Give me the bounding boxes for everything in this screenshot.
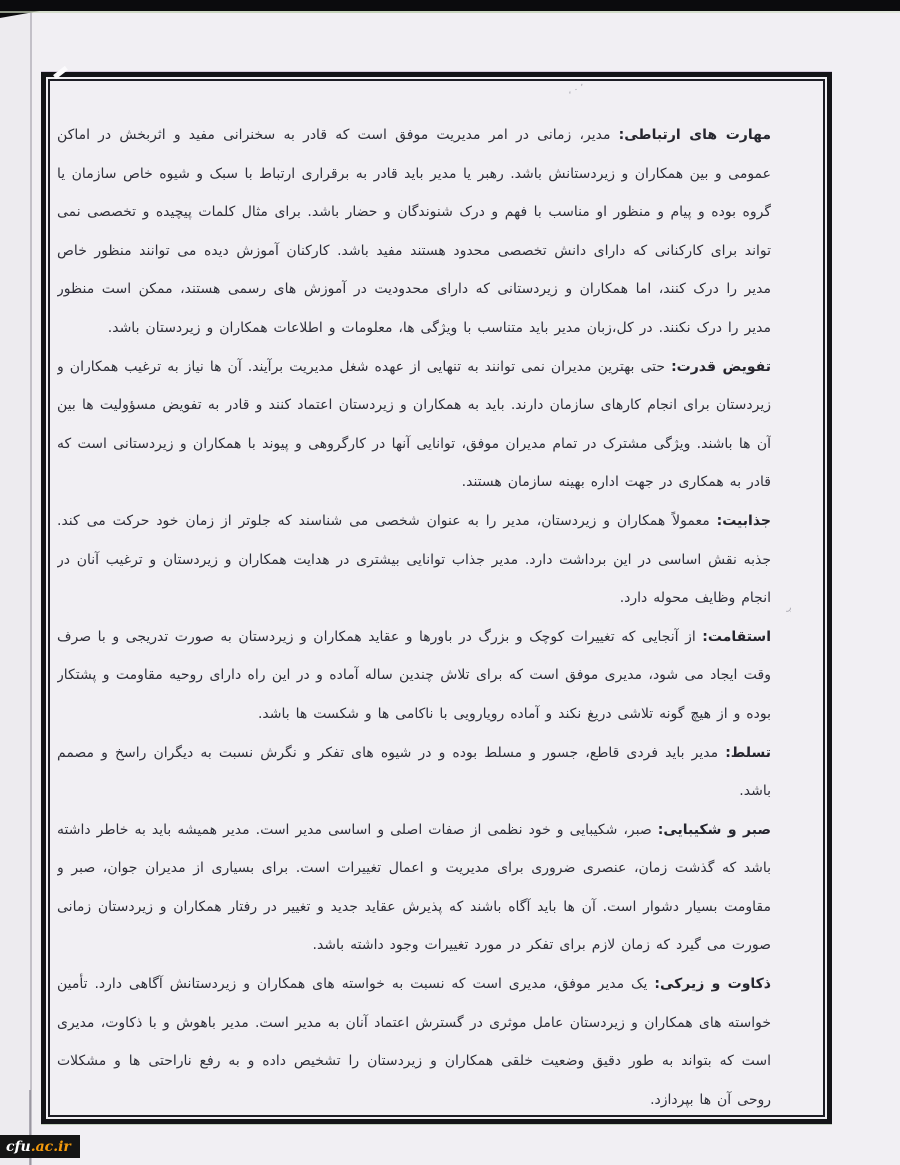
watermark-suffix: .ac.ir — [30, 1139, 71, 1155]
paragraph: ذکاوت و زیرکی: یک مدیر موفق، مدیری است که نسبت به خواسته های همکاران و زیردستانش آگاهی دارد. تأمین خواسته های همکاران و زیردستان عامل موثری در گسترش اعتماد آنان به مدیر است. مدیر باهوش و با ذکاوت، مدیری است که بتواند به طور دقیق وضعیت خلقی همکاران و زیردستان را تشخیص داده و به رفع ناراحتی ها و مشکلات روحی آن ها بپردازد. — [57, 976, 771, 1108]
paragraph-heading: مهارت های ارتباطی: — [618, 127, 771, 143]
paragraph-heading: استقامت: — [702, 628, 771, 645]
paragraph: جذابیت: معمولاً همکاران و زیردستان، مدیر را به عنوان شخصی می شناسند که جلوتر از زمان خود حرکت می کند. جذبه نقش اساسی در این برداشت دارد. مدیر جذاب توانایی بیشتری در هدایت همکاران و زیردستان و ترغیب آنان در انجام وظایف محوله دارد. — [57, 512, 771, 607]
scan-speck-cluster: ، ٬ ٠ — [566, 83, 586, 97]
document-text — [57, 116, 771, 1118]
scan-edge-tint-line — [0, 11, 900, 13]
paragraph-heading: تسلط: — [725, 744, 771, 761]
paragraph: تفویض قدرت: حتی بهترین مدیران نمی توانند به تنهایی از عهده شغل مدیریت برآیند. آن ها نیاز به ترغیب همکاران و زیردستان برای انجام کارهای سازمان دارند. باید به همکاران و زیردستان اعتماد کنند و قادر به تفویض مسؤولیت ها بین آن ها باشند. ویژگی مشترک در تمام مدیران موفق، توانایی آنها در کارگروهی و پیوند با همکاران و زیردستانی است که قادر به همکاری در جهت اداره بهینه سازمان هستند. — [57, 358, 771, 491]
watermark-cfu-ac-ir — [0, 1135, 80, 1158]
paragraph: تسلط: مدیر باید فردی قاطع، جسور و مسلط بوده و در شیوه های تفکر و نگرش نسبت به دیگران راسخ و مصمم باشد. — [57, 744, 771, 800]
watermark-prefix: cfu — [6, 1139, 31, 1155]
scan-top-edge — [0, 0, 900, 11]
paragraph: مهارت های ارتباطی: مدیر، زمانی در امر مدیریت موفق است که قادر به سخنرانی مفید و اثربخش در اماکن عمومی و بین همکاران و زیردستانش باشد. رهبر یا مدیر باید قادر به برقراری ارتباط با سبک و شیوه خاص سازمان یا گروه بوده و پیام و منظور او مناسب با فهم و درک شنوندگان و حضار باشد. برای مثال کلمات پیچیده و تخصصی نمی تواند برای کارکنانی که دارای دانش تخصصی محدود هستند مفید باشد. کارکنان آموزش دیده می توانند منظور خاص مدیر را درک کنند، اما همکاران و زیردستانی که دارای محدودیت در آموزش های رسمی هستند، ممکن است منظور مدیر را درک نکنند. در کل،زبان مدیر باید متناسب با ویژگی ها، معلومات و اطلاعات همکاران و زیردستان باشد. — [57, 127, 771, 336]
paragraph-heading: ذکاوت و زیرکی: — [654, 976, 771, 993]
paragraph: استقامت: از آنجایی که تغییرات کوچک و بزرگ در باورها و عقاید همکاران و زیردستان به صورت تدریجی و با صرف وقت ایجاد می شود، مدیری موفق است که برای تلاش چندین ساله آماده و در این راه دارای روحیه مقاومت و پشتکار بوده و از هیچ گونه تلاشی دریغ نکند و آماده رویارویی با ناکامی ها و شکست ها باشد. — [57, 628, 771, 722]
paragraph-heading: صبر و شکیبایی: — [657, 821, 771, 838]
paragraph-heading: تفویض قدرت: — [671, 358, 771, 375]
paragraph-heading: جذابیت: — [716, 512, 771, 529]
scan-speck: ڔ — [786, 602, 793, 614]
scan-left-edge — [0, 10, 32, 1165]
paragraph: صبر و شکیبایی: صبر، شکیبایی و خود نظمی از صفات اصلی و اساسی مدیر است. مدیر همیشه باید به خاطر داشته باشد که گذشت زمان، عنصری ضروری برای مدیریت و اعمال تغییرات است. برای بسیاری از مدیران جوان، صبر و مقاومت بسیار دشوار است. آن ها باید آگاه باشند که پذیرش عقاید جدید و تغییر در رفتار همکاران و زیردستان زمانی صورت می گیرد که زمان لازم برای تفکر در مورد تغییرات وجود داشته باشد. — [57, 821, 771, 954]
